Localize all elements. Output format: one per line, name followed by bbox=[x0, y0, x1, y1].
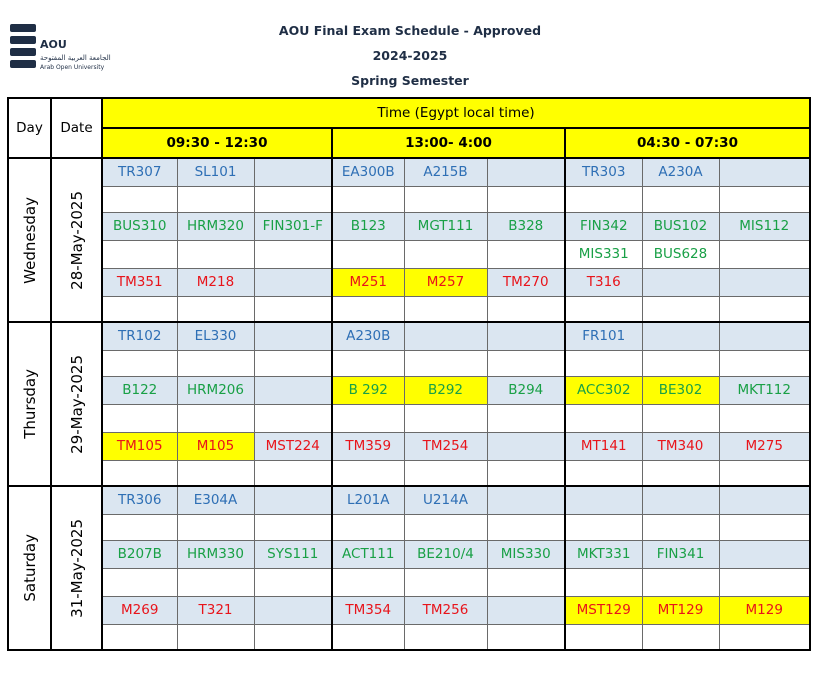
course-cell: BE302 bbox=[642, 376, 719, 404]
course-cell bbox=[102, 296, 177, 322]
course-cell bbox=[177, 350, 254, 376]
slot-afternoon: 13:00- 4:00 bbox=[332, 128, 565, 158]
course-cell bbox=[332, 624, 404, 650]
day-label: Wednesday bbox=[20, 196, 39, 284]
course-cell bbox=[332, 186, 404, 212]
course-cell bbox=[487, 158, 565, 186]
course-cell bbox=[102, 240, 177, 268]
course-cell: MST224 bbox=[254, 432, 332, 460]
course-cell bbox=[487, 240, 565, 268]
course-cell bbox=[642, 186, 719, 212]
course-cell bbox=[565, 514, 642, 540]
course-cell bbox=[254, 404, 332, 432]
course-cell: B292 bbox=[404, 376, 487, 404]
course-cell: MGT111 bbox=[404, 212, 487, 240]
course-cell: MKT112 bbox=[719, 376, 810, 404]
course-cell bbox=[642, 296, 719, 322]
course-cell bbox=[719, 514, 810, 540]
course-cell bbox=[565, 568, 642, 596]
course-cell bbox=[332, 296, 404, 322]
course-cell: TM354 bbox=[332, 596, 404, 624]
logo-brand: AOU bbox=[40, 38, 67, 51]
course-cell bbox=[177, 240, 254, 268]
course-cell bbox=[565, 486, 642, 514]
course-cell: EL330 bbox=[177, 322, 254, 350]
course-cell: M218 bbox=[177, 268, 254, 296]
course-cell bbox=[332, 240, 404, 268]
course-cell bbox=[565, 350, 642, 376]
course-cell bbox=[642, 568, 719, 596]
course-cell: T316 bbox=[565, 268, 642, 296]
course-cell bbox=[719, 350, 810, 376]
course-cell bbox=[487, 404, 565, 432]
course-cell bbox=[719, 240, 810, 268]
course-cell: MIS331 bbox=[565, 240, 642, 268]
course-cell: TM270 bbox=[487, 268, 565, 296]
course-cell bbox=[719, 460, 810, 486]
course-cell bbox=[404, 350, 487, 376]
course-cell bbox=[177, 624, 254, 650]
course-cell: E304A bbox=[177, 486, 254, 514]
course-cell: FR101 bbox=[565, 322, 642, 350]
logo-book-icon bbox=[10, 22, 36, 72]
course-cell: TR307 bbox=[102, 158, 177, 186]
course-cell: B122 bbox=[102, 376, 177, 404]
course-cell: HRM330 bbox=[177, 540, 254, 568]
course-cell bbox=[719, 404, 810, 432]
course-cell bbox=[404, 404, 487, 432]
course-cell: SYS111 bbox=[254, 540, 332, 568]
course-cell: BUS628 bbox=[642, 240, 719, 268]
course-cell bbox=[177, 186, 254, 212]
date-cell bbox=[51, 322, 102, 486]
course-cell bbox=[487, 350, 565, 376]
course-cell bbox=[642, 514, 719, 540]
course-cell: MT129 bbox=[642, 596, 719, 624]
course-cell bbox=[254, 376, 332, 404]
course-cell bbox=[404, 460, 487, 486]
date-cell bbox=[51, 486, 102, 650]
course-cell: L201A bbox=[332, 486, 404, 514]
day-cell bbox=[8, 486, 51, 650]
day-cell bbox=[8, 322, 51, 486]
course-cell: MKT331 bbox=[565, 540, 642, 568]
course-cell bbox=[177, 296, 254, 322]
course-cell bbox=[254, 186, 332, 212]
course-cell: T321 bbox=[177, 596, 254, 624]
course-cell bbox=[254, 624, 332, 650]
course-cell bbox=[102, 350, 177, 376]
course-cell: TM105 bbox=[102, 432, 177, 460]
course-cell: MST129 bbox=[565, 596, 642, 624]
course-cell: M105 bbox=[177, 432, 254, 460]
course-cell: BUS102 bbox=[642, 212, 719, 240]
course-cell bbox=[254, 596, 332, 624]
course-cell: SL101 bbox=[177, 158, 254, 186]
course-cell: B207B bbox=[102, 540, 177, 568]
course-cell bbox=[102, 460, 177, 486]
course-cell bbox=[254, 514, 332, 540]
course-cell bbox=[177, 460, 254, 486]
course-cell: BUS310 bbox=[102, 212, 177, 240]
course-cell: TM340 bbox=[642, 432, 719, 460]
course-cell: B328 bbox=[487, 212, 565, 240]
course-cell: A215B bbox=[404, 158, 487, 186]
course-cell bbox=[404, 514, 487, 540]
course-cell bbox=[487, 322, 565, 350]
day-header: Day bbox=[8, 98, 51, 158]
course-cell bbox=[719, 186, 810, 212]
course-cell bbox=[254, 460, 332, 486]
course-cell: A230A bbox=[642, 158, 719, 186]
course-cell: TR102 bbox=[102, 322, 177, 350]
course-cell bbox=[719, 158, 810, 186]
course-cell bbox=[642, 486, 719, 514]
aou-logo bbox=[10, 22, 120, 74]
course-cell: FIN301-F bbox=[254, 212, 332, 240]
course-cell bbox=[404, 240, 487, 268]
course-cell bbox=[332, 404, 404, 432]
course-cell bbox=[565, 296, 642, 322]
course-cell bbox=[404, 186, 487, 212]
course-cell bbox=[404, 322, 487, 350]
course-cell bbox=[487, 568, 565, 596]
course-cell: EA300B bbox=[332, 158, 404, 186]
course-cell bbox=[404, 624, 487, 650]
course-cell bbox=[487, 624, 565, 650]
date-label: 28-May-2025 bbox=[67, 190, 86, 290]
course-cell: HRM320 bbox=[177, 212, 254, 240]
course-cell bbox=[719, 486, 810, 514]
course-cell bbox=[102, 568, 177, 596]
course-cell bbox=[719, 624, 810, 650]
course-cell bbox=[254, 486, 332, 514]
logo-english-name: Arab Open University bbox=[40, 64, 105, 71]
course-cell bbox=[404, 568, 487, 596]
course-cell bbox=[642, 350, 719, 376]
semester: Spring Semester bbox=[351, 73, 469, 88]
day-label: Thursday bbox=[20, 369, 39, 439]
course-cell: BE210/4 bbox=[404, 540, 487, 568]
course-cell bbox=[254, 568, 332, 596]
course-cell bbox=[487, 296, 565, 322]
course-cell: A230B bbox=[332, 322, 404, 350]
day-label: Saturday bbox=[20, 534, 39, 602]
logo-arabic-name: الجامعة العربية المفتوحة bbox=[40, 54, 111, 62]
course-cell: MT141 bbox=[565, 432, 642, 460]
course-cell bbox=[719, 268, 810, 296]
course-cell: U214A bbox=[404, 486, 487, 514]
course-cell bbox=[332, 460, 404, 486]
course-cell bbox=[719, 568, 810, 596]
course-cell bbox=[565, 624, 642, 650]
course-cell bbox=[254, 350, 332, 376]
course-cell: TM351 bbox=[102, 268, 177, 296]
course-cell: TR303 bbox=[565, 158, 642, 186]
course-cell: TM256 bbox=[404, 596, 487, 624]
course-cell bbox=[487, 514, 565, 540]
course-cell bbox=[177, 568, 254, 596]
course-cell bbox=[719, 322, 810, 350]
course-cell: M129 bbox=[719, 596, 810, 624]
course-cell: B123 bbox=[332, 212, 404, 240]
course-cell bbox=[102, 514, 177, 540]
course-cell bbox=[177, 404, 254, 432]
date-label: 31-May-2025 bbox=[67, 518, 86, 618]
exam-schedule-table bbox=[7, 97, 811, 651]
day-cell bbox=[8, 158, 51, 322]
course-cell: HRM206 bbox=[177, 376, 254, 404]
course-cell: B 292 bbox=[332, 376, 404, 404]
course-cell bbox=[332, 568, 404, 596]
course-cell bbox=[177, 514, 254, 540]
date-label: 29-May-2025 bbox=[67, 354, 86, 454]
course-cell bbox=[487, 486, 565, 514]
course-cell bbox=[254, 268, 332, 296]
course-cell bbox=[487, 460, 565, 486]
course-cell: B294 bbox=[487, 376, 565, 404]
course-cell: M269 bbox=[102, 596, 177, 624]
course-cell bbox=[642, 624, 719, 650]
course-cell bbox=[254, 296, 332, 322]
course-cell bbox=[565, 460, 642, 486]
date-header: Date bbox=[51, 98, 102, 158]
academic-year: 2024-2025 bbox=[372, 48, 448, 63]
course-cell: ACC302 bbox=[565, 376, 642, 404]
course-cell: TR306 bbox=[102, 486, 177, 514]
course-cell: M257 bbox=[404, 268, 487, 296]
course-cell bbox=[642, 460, 719, 486]
course-cell bbox=[487, 432, 565, 460]
course-cell bbox=[642, 404, 719, 432]
course-cell: TM359 bbox=[332, 432, 404, 460]
course-cell bbox=[254, 240, 332, 268]
slot-evening: 04:30 - 07:30 bbox=[565, 128, 810, 158]
course-cell: MIS330 bbox=[487, 540, 565, 568]
course-cell bbox=[719, 540, 810, 568]
course-cell: TM254 bbox=[404, 432, 487, 460]
course-cell bbox=[719, 296, 810, 322]
course-cell bbox=[642, 322, 719, 350]
schedule-title: AOU Final Exam Schedule - Approved bbox=[278, 23, 542, 38]
course-cell: M275 bbox=[719, 432, 810, 460]
time-header: Time (Egypt local time) bbox=[102, 98, 810, 128]
course-cell bbox=[487, 186, 565, 212]
course-cell bbox=[642, 268, 719, 296]
date-cell bbox=[51, 158, 102, 322]
course-cell: FIN341 bbox=[642, 540, 719, 568]
course-cell bbox=[102, 404, 177, 432]
course-cell bbox=[565, 186, 642, 212]
course-cell bbox=[332, 514, 404, 540]
course-cell bbox=[254, 322, 332, 350]
course-cell bbox=[404, 296, 487, 322]
course-cell bbox=[254, 158, 332, 186]
course-cell: FIN342 bbox=[565, 212, 642, 240]
slot-morning: 09:30 - 12:30 bbox=[102, 128, 332, 158]
course-cell: ACT111 bbox=[332, 540, 404, 568]
course-cell: MIS112 bbox=[719, 212, 810, 240]
course-cell bbox=[102, 186, 177, 212]
course-cell bbox=[332, 350, 404, 376]
course-cell bbox=[565, 404, 642, 432]
course-cell bbox=[102, 624, 177, 650]
course-cell bbox=[487, 596, 565, 624]
course-cell: M251 bbox=[332, 268, 404, 296]
